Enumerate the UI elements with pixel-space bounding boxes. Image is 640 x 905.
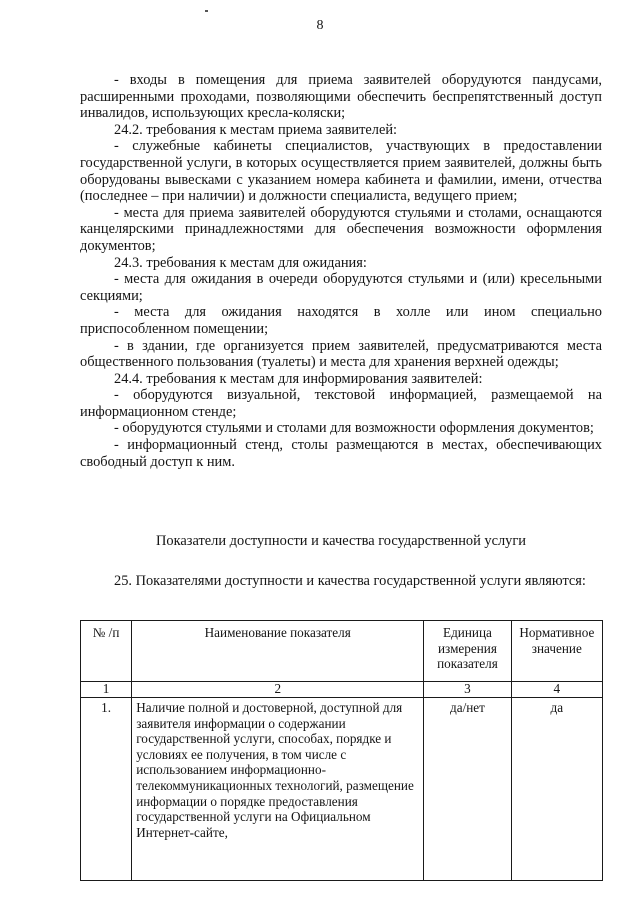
body-text <box>80 72 602 470</box>
paragraph: 24.3. требования к местам для ожидания: <box>114 254 367 271</box>
paragraph: - места для приема заявителей оборудуются стульями и столами, оснащаются канцелярскими принадлежностями для обеспечения возможности оформления документов; <box>80 204 602 254</box>
column-number-cell: 3 <box>424 682 511 698</box>
header-cell-number: № /п <box>81 621 132 682</box>
paragraph: - места для ожидания в очереди оборудуются стульями и (или) кресельными секциями; <box>80 271 602 304</box>
paragraph: - в здании, где организуется прием заявителей, предусматриваются места общественного пользования (туалеты) и места для хранения верхней одежды; <box>80 337 602 371</box>
column-number-cell: 1 <box>81 682 132 698</box>
header-cell-unit: Единица измерения показателя <box>424 621 511 682</box>
page-number: 8 <box>316 18 324 33</box>
table-column-numbers-row <box>81 682 603 698</box>
paragraph-25: 25. Показателями доступности и качества государственной услуги являются: <box>114 573 586 589</box>
paragraph: - информационный стенд, столы размещаются в местах, обеспечивающих свободный доступ к ним. <box>80 437 602 470</box>
paragraph: - оборудуются визуальной, текстовой информацией, размещаемой на информационном стенде; <box>80 387 602 420</box>
paragraph: 24.2. требования к местам приема заявителей: <box>114 121 398 138</box>
paragraph: 24.4. требования к местам для информирования заявителей: <box>114 370 483 387</box>
paragraph: - места для ожидания находятся в холле или ином специально приспособленном помещении; <box>80 304 602 337</box>
row-value-cell: да <box>511 698 602 881</box>
column-number-cell: 4 <box>511 682 602 698</box>
row-number-cell: 1. <box>81 698 132 881</box>
header-cell-value: Нормативное значение <box>511 621 602 682</box>
indicators-table <box>80 620 603 881</box>
paragraph: - служебные кабинеты специалистов, участвующих в предоставлении государственной услуги, в которых осуществляется прием заявителей, должны быть оборудованы вывесками с указанием номера кабинета и фамилии, имени, отчества (последнее – при наличии) и должности специалиста, ведущего прием; <box>80 138 602 205</box>
column-number-cell: 2 <box>132 682 424 698</box>
row-name-cell: Наличие полной и достоверной, доступной для заявителя информации о содержании государственной услуги, способах, порядке и условиях ее получения, в том числе с использованием информационно-телекоммуникационных технологий, размещение информации о порядке предоставления государственной услуги на Официальном Интернет-сайте, <box>132 698 424 881</box>
paragraph: - входы в помещения для приема заявителей оборудуются пандусами, расширенными проходами, позволяющими обеспечить беспрепятственный доступ инвалидов, использующих кресла-коляски; <box>80 72 602 122</box>
table-header-row <box>81 621 603 682</box>
row-unit-cell: да/нет <box>424 698 511 881</box>
section-heading: Показатели доступности и качества государственной услуги <box>156 533 526 549</box>
scan-artifact <box>205 10 208 12</box>
header-cell-name: Наименование показателя <box>132 621 424 682</box>
table-row <box>81 698 603 881</box>
paragraph: - оборудуются стульями и столами для возможности оформления документов; <box>114 420 594 437</box>
